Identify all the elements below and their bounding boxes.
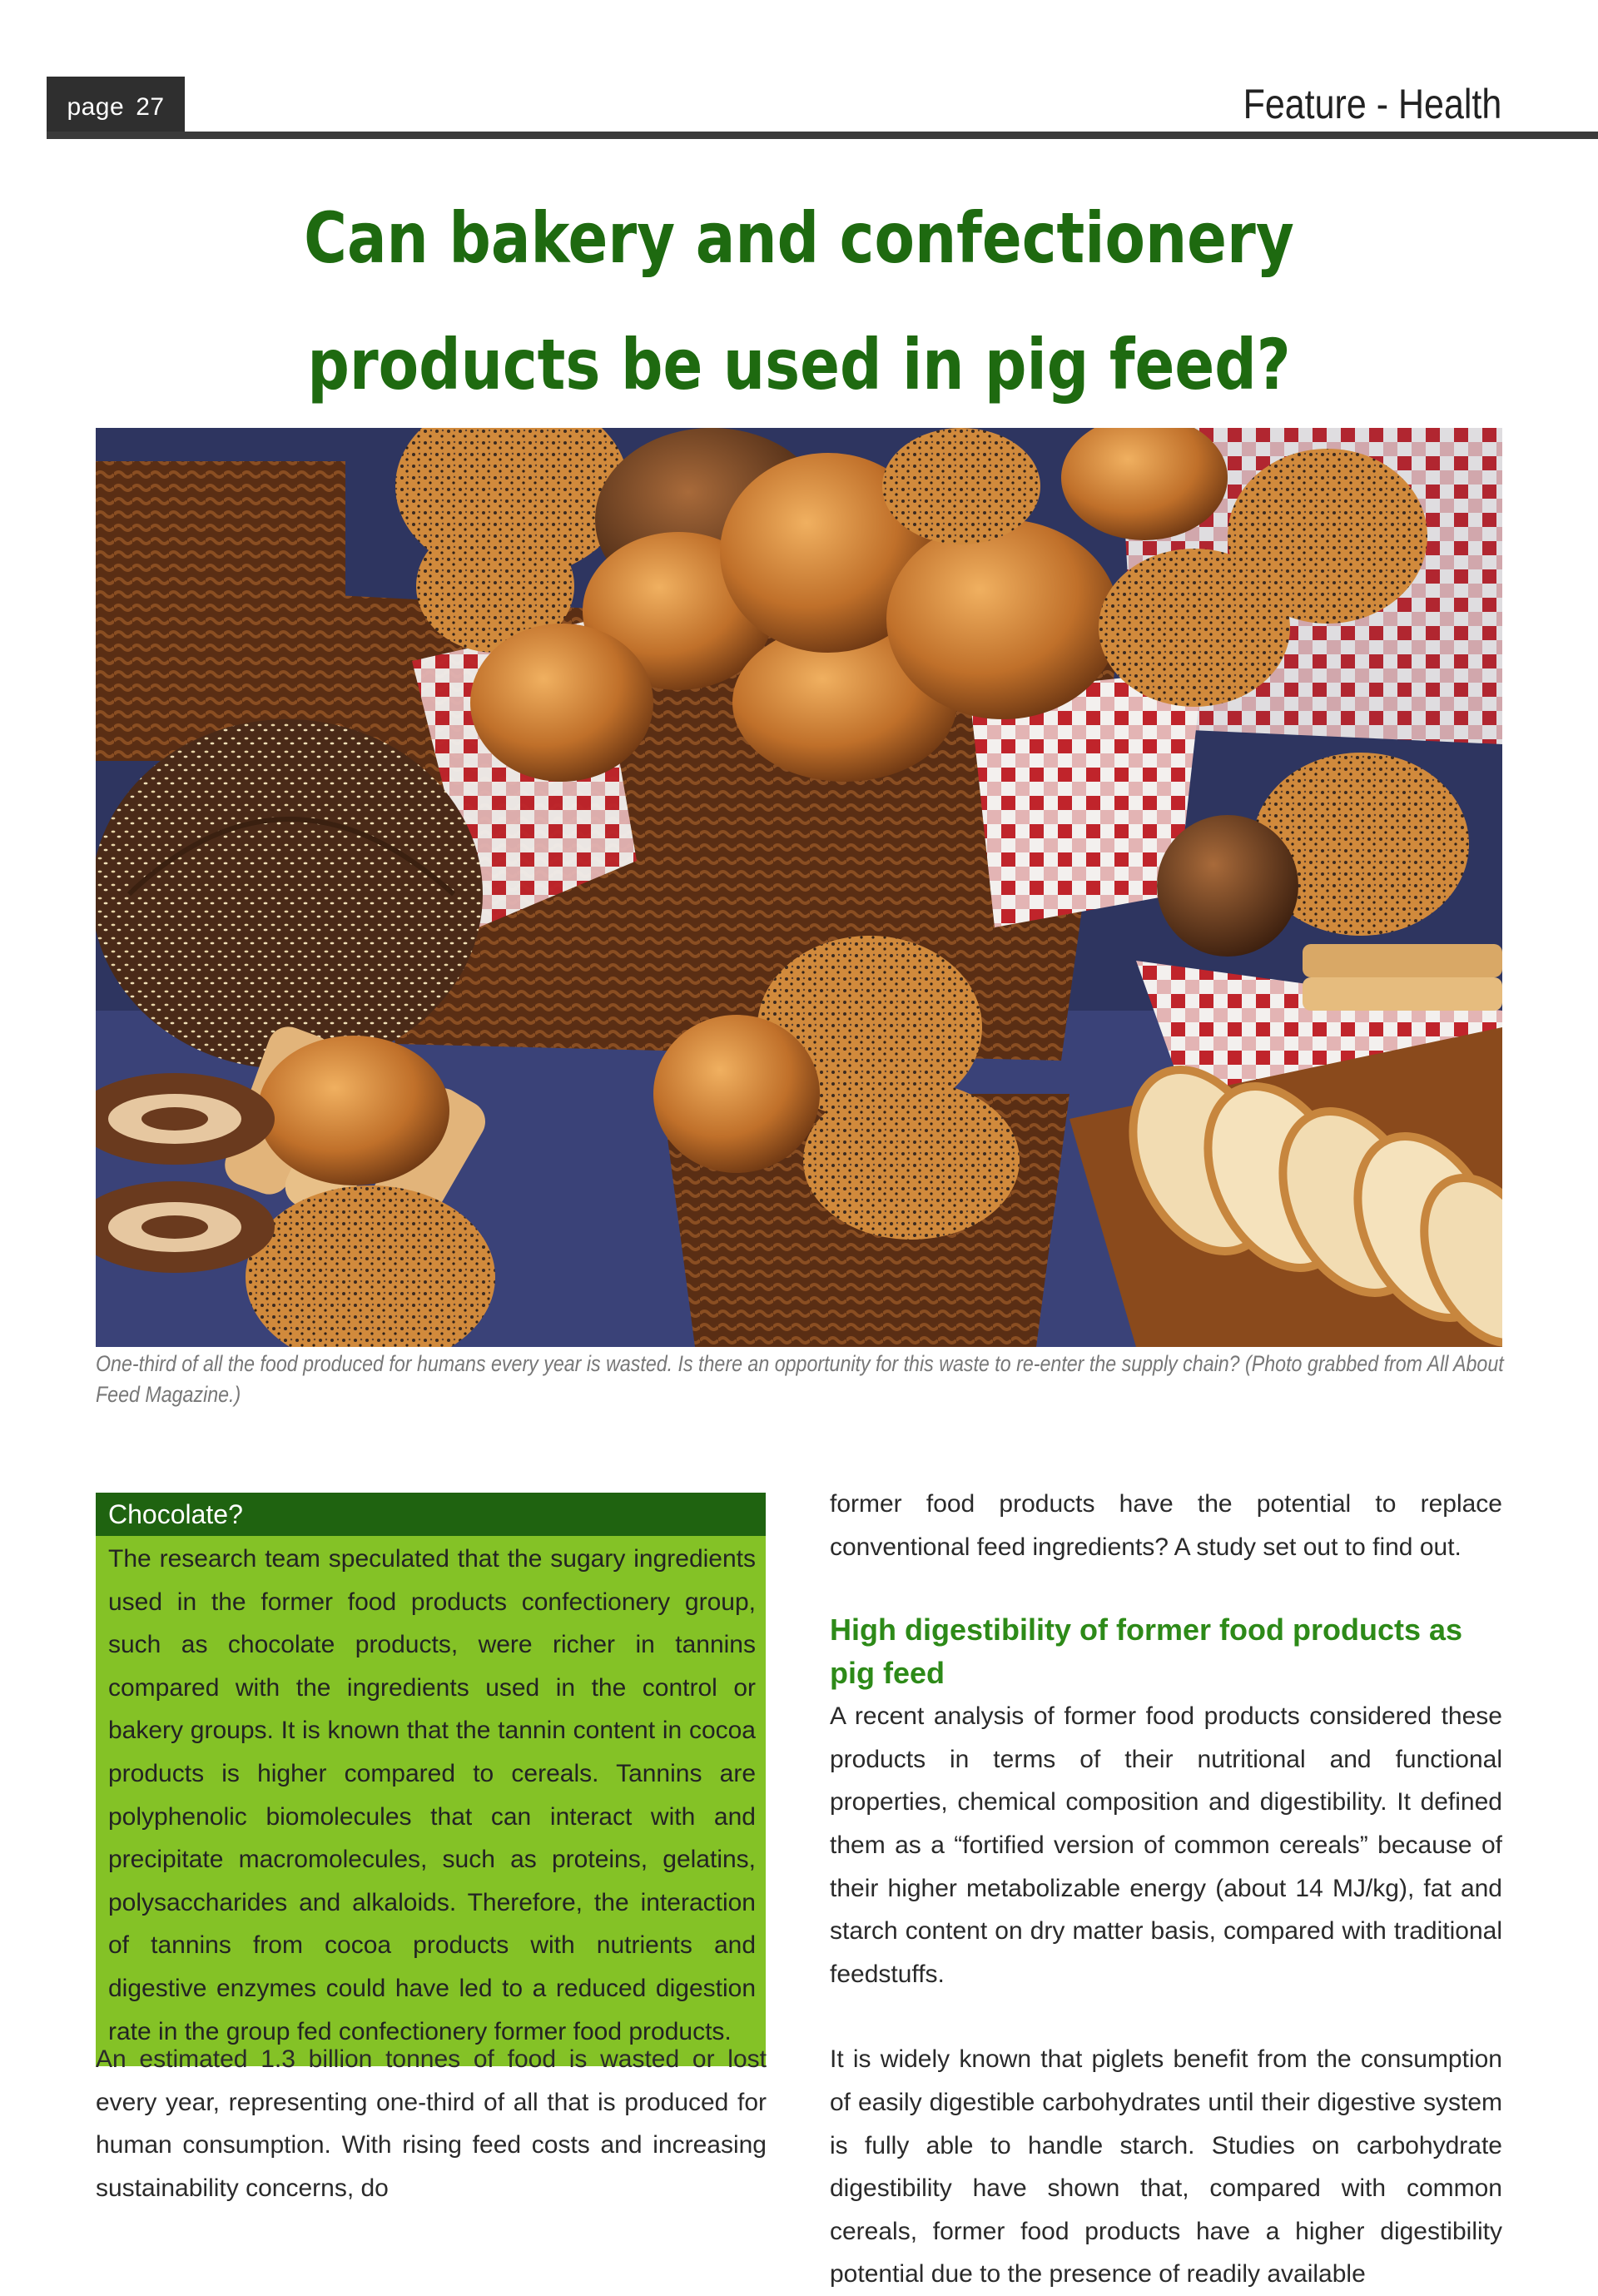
article-title: Can bakery and confectionery products be used in pig feed?	[304, 197, 1294, 405]
photo-caption: One-third of all the food produced for humans every year is wasted. Is there an opportunity for this waste to re-enter the supply chain? (Photo grabbed from All About Feed Magazine.)	[96, 1351, 1504, 1407]
page-label: page	[67, 93, 125, 121]
bread-photo	[96, 428, 1502, 1347]
header-rule	[47, 132, 1598, 139]
sidebar-heading: Chocolate?	[96, 1493, 766, 1536]
paragraph-gap	[830, 1995, 1502, 2038]
left-column	[96, 2038, 767, 2209]
section-label: Feature - Health	[1243, 81, 1501, 127]
right-column	[830, 1483, 1502, 2296]
bread-illustration	[96, 428, 1502, 1347]
page-number: 27	[136, 93, 165, 121]
section-subheading: High digestibility of former food products as pig feed	[830, 1613, 1463, 1691]
sidebar-box	[96, 1493, 766, 2066]
right-intro-paragraph: former food products have the potential to replace conventional feed ingredients? A study set out to find out.	[830, 1490, 1502, 1561]
sidebar-body: The research team speculated that the sugary ingredients used in the former food products confectionery group, such as chocolate products, were richer in tannins compared with the ingredients used in the control or bakery groups. It is known that the tannin content in cocoa products is higher compared to cereals. Tannins are polyphenolic biomolecules that can interact with and precipitate macromolecules, such as proteins, gelatins, polysaccharides and alkaloids. Therefore, the interaction of tannins from cocoa products with nutrients and digestive enzymes could have led to a reduced digestion rate in the group fed confectionery former food products.	[108, 1545, 756, 2045]
right-paragraph-1: A recent analysis of former food products considered these products in terms of their nutritional and functional properties, chemical composition and digestibility. It defined them as a “fortified version of common cereals” because of their higher metabolizable energy (about 14 MJ/kg), fat and starch content on dry matter basis, compared with traditional feedstuffs.	[830, 1702, 1502, 1988]
left-paragraph: An estimated 1.3 billion tonnes of food is wasted or lost every year, representing one-third of all that is produced for human consumption. With rising feed costs and increasing sustainability concerns, do	[96, 2045, 767, 2202]
page-number-tab	[47, 77, 185, 138]
right-paragraph-2: It is widely known that piglets benefit from the consumption of easily digestible carbohydrates until their digestive system is fully able to handle starch. Studies on carbohydrate digestibility have shown that, compared with common cereals, former food products have a higher digestibility potential due to the presence of readily available	[830, 2045, 1502, 2289]
